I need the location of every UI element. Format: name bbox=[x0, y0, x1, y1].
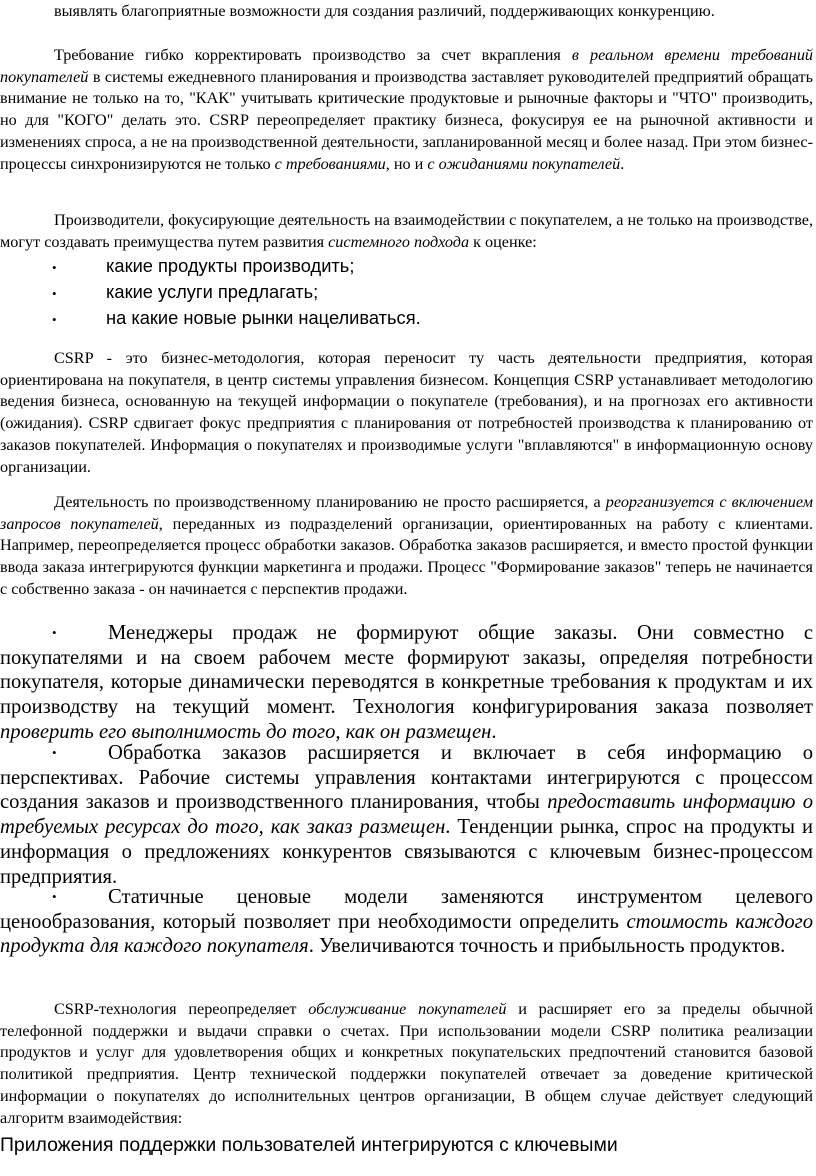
text-run: . bbox=[620, 154, 625, 173]
italic-run: системного подхода bbox=[328, 232, 470, 251]
paragraph-flexible-production bbox=[0, 45, 813, 175]
text-run: . bbox=[491, 720, 497, 743]
bullet-item bbox=[52, 253, 354, 281]
paragraph-csrp-definition bbox=[0, 348, 813, 478]
bullet-text: какие услуги предлагать; bbox=[106, 281, 319, 302]
text-run: , переданных из подразделений организации, ориентированных на работу с клиентами. Например, переопределяется процесс обработки заказов. Обработка заказов расширяется, и вместо простой функции ввода заказа интегрируются функции маркетинга и продажи. Процесс "Формирование заказов" теперь не начинается с собственно заказа - он начинается с перспектив продажи. bbox=[0, 514, 814, 598]
paragraph-customer-service bbox=[0, 999, 813, 1129]
italic-run: с ожиданиями покупателей bbox=[427, 154, 621, 173]
bullet-icon: • bbox=[52, 889, 57, 904]
text-run: , но и bbox=[385, 154, 428, 173]
bullet-paragraph-sales-managers bbox=[0, 621, 813, 745]
text-run: Требование гибко корректировать производство за счет вкрапления bbox=[54, 46, 572, 64]
italic-run: проверить его выполнимость до того, как он размещен bbox=[0, 720, 492, 743]
bullet-icon: • bbox=[52, 312, 57, 327]
italic-run: реорганизуется с включением запросов покупателей bbox=[0, 493, 813, 533]
text-run: в системы ежедневного планирования и производства заставляет руководителей предприятий обращать внимание не только на то, "КАК" учитывать критические продуктовые и рыночные факторы и "ЧТО" производить, но для "КОГО" делать это. CSRP переопределяет практику бизнеса, фокусируя ее на рыночной активности и изменениях спроса, а не на производственной деятельности, запланированной месяц и более назад. При этом бизнес-процессы синхронизируются не только bbox=[0, 67, 813, 173]
paragraph-production-planning bbox=[0, 492, 813, 601]
italic-run: обслуживание покупателей bbox=[308, 1000, 507, 1018]
text-run: к оценке: bbox=[469, 232, 537, 251]
text-run: Обработка заказов расширяется и включает в себя информацию о перспективах. Рабочие системы управления контактами интегрируются с процессом создания заказов и производственного планирования, чтобы bbox=[0, 742, 813, 814]
italic-run: стоимость каждого продукта для каждого покупателя bbox=[0, 910, 813, 958]
text-run: Деятельность по производственному планированию не просто расширяется, а bbox=[54, 493, 606, 511]
paragraph-intro-tail bbox=[0, 1, 813, 23]
bullet-icon: • bbox=[52, 745, 57, 760]
italic-run: с требованиями bbox=[274, 154, 386, 173]
bullet-icon: • bbox=[52, 260, 57, 275]
italic-run: в реальном времени требований покупателей bbox=[0, 46, 814, 86]
text-run: Менеджеры продаж не формируют общие заказы. Они совместно с покупателями и на своем рабочем месте формируют заказы, определяя потребности покупателя, которые динамически переводятся в конкретные требования к продуктам и их производству на текущий момент. Технология конфигурирования заказа позволяет bbox=[0, 622, 813, 719]
bullet-icon: • bbox=[52, 625, 57, 640]
bullet-paragraph-order-processing bbox=[0, 741, 813, 889]
text-run: Статичные ценовые модели заменяются инструментом целевого ценообразования, который позволяет при необходимости определить bbox=[0, 886, 813, 933]
bullet-icon: • bbox=[52, 286, 57, 301]
bullet-paragraph-pricing bbox=[0, 885, 813, 959]
paragraph-manufacturers bbox=[0, 210, 813, 253]
bullet-item bbox=[52, 279, 318, 307]
text-run: . Увеличиваются точность и прибыльность продуктов. bbox=[308, 935, 786, 958]
text-run: Производители, фокусирующие деятельность на взаимодействии с покупателем, а не только на производстве, могут создавать преимущества путем развития bbox=[0, 211, 813, 251]
bullet-text: какие продукты производить; bbox=[106, 255, 355, 276]
text-run: . Тенденции рынка, спрос на продукты и информация о предложениях конкурентов связываются с ключевым бизнес-процессом предприятия. bbox=[0, 816, 813, 888]
text-run: CSRP-технология переопределяет bbox=[54, 1000, 309, 1018]
text-run: и расширяет его за пределы обычной телефонной поддержки и выдачи справки о счетах. При использовании модели CSRP политика реализации продуктов и услуг для удовлетворения общих и конкретных покупательских предпочтений становится базовой политикой предприятия. Центр технической поддержки покупателей отвечает за доведение критической информации о покупателях до исполнительных центров организации, В общем случае действует следующий алгоритм взаимодействия: bbox=[0, 1000, 813, 1127]
text-run: CSRP - это бизнес-методология, которая переносит ту часть деятельности предприятия, которая ориентирована на покупателя, в центр системы управления бизнесом. Концепция CSRP устанавливает методологию ведения бизнеса, основанную на текущей информации о покупателе (требования), и на прогнозах его активности (ожидания). CSRP сдвигает фокус предприятия с планирования от потребностей производства к планированию от заказов покупателей. Информация о покупателях и производимые услуги "вплавляются" в информационную основу организации. bbox=[0, 349, 813, 476]
bullet-text: на какие новые рынки нацеливаться. bbox=[106, 307, 421, 328]
italic-run: предоставить информацию о требуемых ресурсах до того, как заказ размещен bbox=[0, 791, 813, 839]
paragraph-support-applications: Приложения поддержки пользователей интегрируются с ключевыми bbox=[0, 1134, 618, 1156]
bullet-item bbox=[52, 305, 421, 333]
text-run: выявлять благоприятные возможности для создания различий, поддерживающих конкуренцию. bbox=[54, 2, 715, 20]
